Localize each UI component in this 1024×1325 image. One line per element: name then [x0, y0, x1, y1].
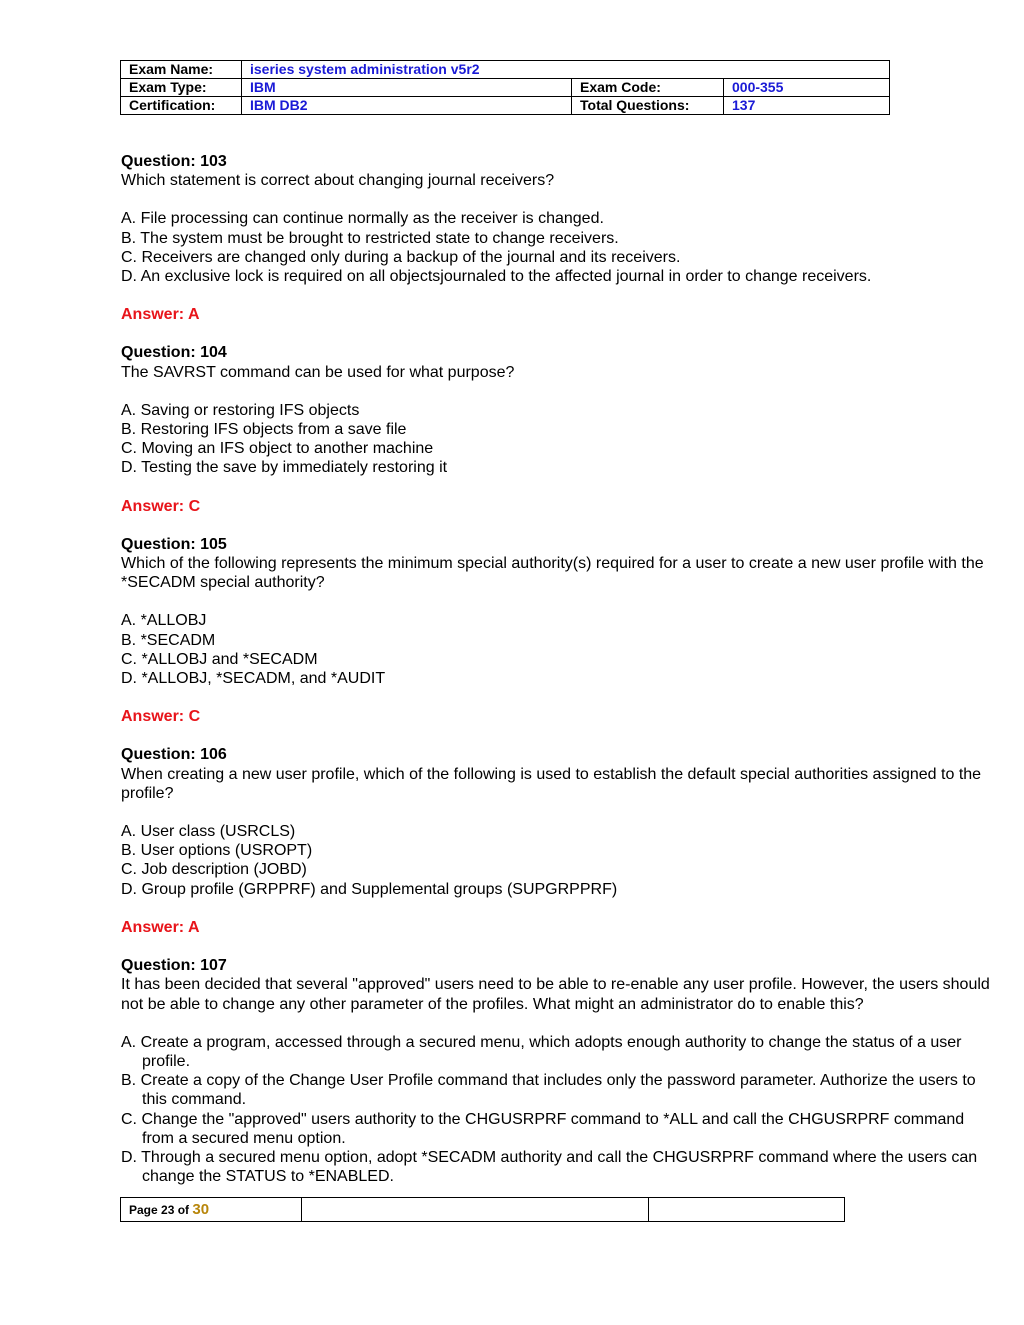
option-item: A. *ALLOBJ — [121, 612, 207, 630]
option-item: D. *ALLOBJ, *SECADM, and *AUDIT — [121, 670, 386, 688]
question-title: Question: 103 — [121, 153, 227, 170]
option-item: D. Testing the save by immediately restoring it — [121, 459, 448, 477]
footer-cell — [302, 1198, 649, 1222]
option-item: D. Through a secured menu option, adopt *SECADM authority and call the CHGUSRPRF command where the users can change the STATUS to *ENABLED. — [121, 1148, 978, 1186]
options-list — [121, 1033, 991, 1187]
exam-info-table — [120, 60, 890, 115]
options-list — [121, 401, 991, 478]
question-title: Question: 104 — [121, 344, 227, 362]
option-item: C. Job description (JOBD) — [121, 861, 307, 879]
certification-value: IBM DB2 — [242, 97, 572, 115]
exam-type-label: Exam Type: — [121, 79, 242, 97]
option-item: A. User class (USRCLS) — [121, 823, 296, 841]
option-item: C. Receivers are changed only during a backup of the journal and its receivers. — [121, 248, 681, 266]
option-item: D. Group profile (GRPPRF) and Supplemental groups (SUPGRPPRF) — [121, 880, 618, 898]
questions-content — [121, 152, 991, 1186]
question-title: Question: 107 — [121, 957, 227, 975]
question-title: Question: 106 — [121, 746, 227, 764]
question-text: Which statement is correct about changing journal receivers? — [121, 172, 555, 190]
page-footer — [120, 1197, 845, 1222]
question-block — [121, 956, 991, 1186]
answer-label: Answer: C — [121, 497, 201, 515]
footer-cell — [649, 1198, 845, 1222]
exam-name-row — [121, 61, 890, 79]
question-title: Question: 105 — [121, 535, 227, 553]
exam-name-label: Exam Name: — [121, 61, 242, 79]
option-item: B. Create a copy of the Change User Profile command that includes only the password parameter. Authorize the users to this command. — [121, 1072, 976, 1109]
question-block — [121, 152, 991, 324]
option-item: C. *ALLOBJ and *SECADM — [121, 650, 318, 668]
answer-label: Answer: A — [121, 918, 200, 936]
certification-row — [121, 97, 890, 115]
total-questions-value: 137 — [724, 97, 890, 115]
question-text: When creating a new user profile, which of the following is used to establish the default special authorities assigned to the profile? — [121, 765, 982, 802]
answer-label: Answer: A — [121, 306, 200, 324]
page-label: Page 23 of — [129, 1203, 193, 1217]
question-text: Which of the following represents the minimum special authority(s) required for a user to create a new user profile with the *SECADM special authority? — [121, 555, 984, 592]
question-block — [121, 343, 991, 515]
option-item: D. An exclusive lock is required on all objectsjournaled to the affected journal in order to change receivers. — [121, 268, 872, 286]
options-list — [121, 209, 991, 286]
certification-label: Certification: — [121, 97, 242, 115]
question-text: It has been decided that several "approved" users need to be able to re-enable any user profile. However, the users should not be able to change any other parameter of the profiles. What might an administrator do to enable this? — [121, 976, 990, 1013]
options-list — [121, 611, 991, 688]
total-questions-label: Total Questions: — [572, 97, 724, 115]
option-item: A. Saving or restoring IFS objects — [121, 401, 360, 419]
option-item: C. Change the "approved" users authority to the CHGUSRPRF command to *ALL and call the CHGUSRPRF command from a secured menu option. — [121, 1110, 965, 1147]
exam-type-row — [121, 79, 890, 97]
option-item: B. User options (USROPT) — [121, 842, 313, 860]
exam-type-value: IBM — [242, 79, 572, 97]
exam-name-value: iseries system administration v5r2 — [242, 61, 890, 79]
question-block — [121, 745, 991, 937]
option-item: B. The system must be brought to restricted state to change receivers. — [121, 229, 619, 247]
option-item: B. *SECADM — [121, 631, 216, 649]
page-total: 30 — [192, 1201, 210, 1218]
option-item: B. Restoring IFS objects from a save file — [121, 421, 407, 439]
answer-label: Answer: C — [121, 708, 201, 726]
question-block — [121, 535, 991, 727]
exam-code-label: Exam Code: — [572, 79, 724, 97]
exam-code-value: 000-355 — [724, 79, 890, 97]
question-text: The SAVRST command can be used for what purpose? — [121, 363, 515, 381]
page-number — [121, 1198, 302, 1222]
options-list — [121, 822, 991, 899]
option-item: A. Create a program, accessed through a secured menu, which adopts enough authority to change the status of a user profile. — [121, 1033, 962, 1070]
option-item: A. File processing can continue normally as the receiver is changed. — [121, 210, 604, 228]
option-item: C. Moving an IFS object to another machine — [121, 440, 434, 458]
